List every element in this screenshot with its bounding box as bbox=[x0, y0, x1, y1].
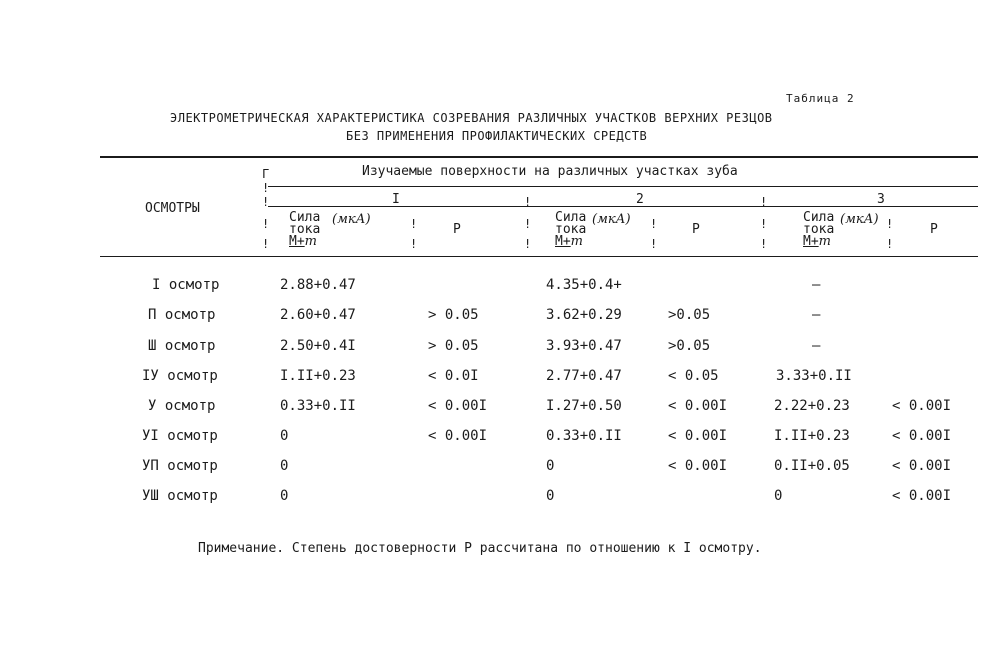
force-label: Сила bbox=[289, 210, 321, 225]
row-label: УП осмотр bbox=[142, 458, 218, 474]
error-label: m bbox=[304, 234, 317, 249]
value-cell-1: 2.50+0.4I bbox=[280, 338, 356, 354]
value-cell-2: 0 bbox=[546, 488, 555, 504]
divider-mark: ! bbox=[886, 237, 894, 251]
header-bottom-rule bbox=[100, 256, 978, 257]
value-cell-1: I.II+0.23 bbox=[280, 368, 356, 384]
p-cell-1: < 0.0I bbox=[428, 368, 479, 384]
unit-label-2: (мкА) bbox=[592, 212, 631, 227]
subheader-rule bbox=[268, 206, 978, 207]
value-cell-2: 4.35+0.4+ bbox=[546, 277, 622, 293]
surfaces-header: Изучаемые поверхности на различных участках зуба bbox=[362, 164, 738, 179]
p-cell-3: < 0.00I bbox=[892, 398, 952, 414]
value-cell-1: 0 bbox=[280, 488, 289, 504]
divider-mark: ! bbox=[760, 195, 768, 209]
force-label: тока bbox=[555, 222, 587, 237]
p-header-3: P bbox=[930, 222, 938, 237]
divider-mark: ! bbox=[262, 237, 270, 251]
divider-mark: ! bbox=[262, 217, 270, 231]
value-cell-1: 0 bbox=[280, 428, 289, 444]
divider-mark: ! bbox=[262, 181, 270, 195]
row-header-osmotry: ОСМОТРЫ bbox=[145, 201, 200, 216]
error-label: m bbox=[570, 234, 583, 249]
force-label: тока bbox=[803, 222, 835, 237]
value-cell-3: I.II+0.23 bbox=[774, 428, 850, 444]
divider-mark: Г bbox=[262, 167, 270, 181]
value-cell-1: 2.60+0.47 bbox=[280, 307, 356, 323]
p-cell-2: >0.05 bbox=[668, 307, 711, 323]
p-cell-2: < 0.00I bbox=[668, 428, 728, 444]
force-label: Сила bbox=[803, 210, 835, 225]
unit-label-3: (мкА) bbox=[840, 212, 879, 227]
value-cell-3: 0.II+0.05 bbox=[774, 458, 850, 474]
value-cell-2: 3.62+0.29 bbox=[546, 307, 622, 323]
value-cell-2: 0.33+0.II bbox=[546, 428, 622, 444]
force-header-3 bbox=[803, 212, 834, 248]
divider-mark: ! bbox=[524, 237, 532, 251]
unit-label-1: (мкА) bbox=[332, 212, 371, 227]
p-cell-3: < 0.00I bbox=[892, 488, 952, 504]
value-cell-2: 3.93+0.47 bbox=[546, 338, 622, 354]
p-cell-2: < 0.00I bbox=[668, 458, 728, 474]
divider-mark: ! bbox=[524, 195, 532, 209]
p-cell-1: < 0.00I bbox=[428, 398, 488, 414]
row-label: У осмотр bbox=[148, 398, 216, 414]
p-header-2: P bbox=[692, 222, 700, 237]
error-label: m bbox=[818, 234, 831, 249]
force-label: Сила bbox=[555, 210, 587, 225]
divider-mark: ! bbox=[760, 237, 768, 251]
row-label: УI осмотр bbox=[142, 428, 218, 444]
mean-label: M+ bbox=[555, 234, 571, 249]
top-rule bbox=[100, 156, 978, 158]
value-cell-3: 2.22+0.23 bbox=[774, 398, 850, 414]
divider-mark: ! bbox=[760, 217, 768, 231]
row-label: IУ осмотр bbox=[142, 368, 218, 384]
table-title-line2: БЕЗ ПРИМЕНЕНИЯ ПРОФИЛАКТИЧЕСКИХ СРЕДСТВ bbox=[346, 129, 648, 143]
divider-mark: ! bbox=[650, 217, 658, 231]
table-footnote: Примечание. Степень достоверности Р рассчитана по отношению к I осмотру. bbox=[198, 541, 762, 556]
p-cell-1: > 0.05 bbox=[428, 338, 479, 354]
row-label: I осмотр bbox=[152, 277, 220, 293]
p-cell-3: < 0.00I bbox=[892, 428, 952, 444]
divider-mark: ! bbox=[410, 217, 418, 231]
table-title-line1: ЭЛЕКТРОМЕТРИЧЕСКАЯ ХАРАКТЕРИСТИКА СОЗРЕВАНИЯ РАЗЛИЧНЫХ УЧАСТКОВ ВЕРХНИХ РЕЗЦОВ bbox=[170, 111, 773, 125]
divider-mark: ! bbox=[650, 237, 658, 251]
section-header-3: 3 bbox=[877, 192, 885, 207]
value-cell-2: 2.77+0.47 bbox=[546, 368, 622, 384]
value-cell-3: — bbox=[812, 338, 821, 354]
value-cell-3: — bbox=[812, 307, 821, 323]
p-cell-1: < 0.00I bbox=[428, 428, 488, 444]
value-cell-1: 0.33+0.II bbox=[280, 398, 356, 414]
divider-mark: ! bbox=[886, 217, 894, 231]
value-cell-3: — bbox=[812, 277, 821, 293]
row-label: Ш осмотр bbox=[148, 338, 216, 354]
divider-mark: ! bbox=[262, 195, 270, 209]
p-cell-3: < 0.00I bbox=[892, 458, 952, 474]
row-label: УШ осмотр bbox=[142, 488, 218, 504]
value-cell-1: 0 bbox=[280, 458, 289, 474]
divider-mark: ! bbox=[410, 237, 418, 251]
p-cell-2: >0.05 bbox=[668, 338, 711, 354]
value-cell-3: 0 bbox=[774, 488, 783, 504]
force-header-1 bbox=[289, 212, 320, 248]
value-cell-2: I.27+0.50 bbox=[546, 398, 622, 414]
p-cell-2: < 0.00I bbox=[668, 398, 728, 414]
divider-mark: ! bbox=[524, 217, 532, 231]
p-header-1: P bbox=[453, 222, 461, 237]
value-cell-3: 3.33+0.II bbox=[776, 368, 852, 384]
mean-label: M+ bbox=[803, 234, 819, 249]
value-cell-2: 0 bbox=[546, 458, 555, 474]
mean-label: M+ bbox=[289, 234, 305, 249]
sections-rule bbox=[268, 186, 978, 187]
value-cell-1: 2.88+0.47 bbox=[280, 277, 356, 293]
table-number: Таблица 2 bbox=[786, 92, 855, 105]
force-label: тока bbox=[289, 222, 321, 237]
p-cell-2: < 0.05 bbox=[668, 368, 719, 384]
section-header-2: 2 bbox=[636, 192, 644, 207]
section-header-1: I bbox=[392, 192, 400, 207]
p-cell-1: > 0.05 bbox=[428, 307, 479, 323]
row-label: П осмотр bbox=[148, 307, 216, 323]
force-header-2 bbox=[555, 212, 586, 248]
